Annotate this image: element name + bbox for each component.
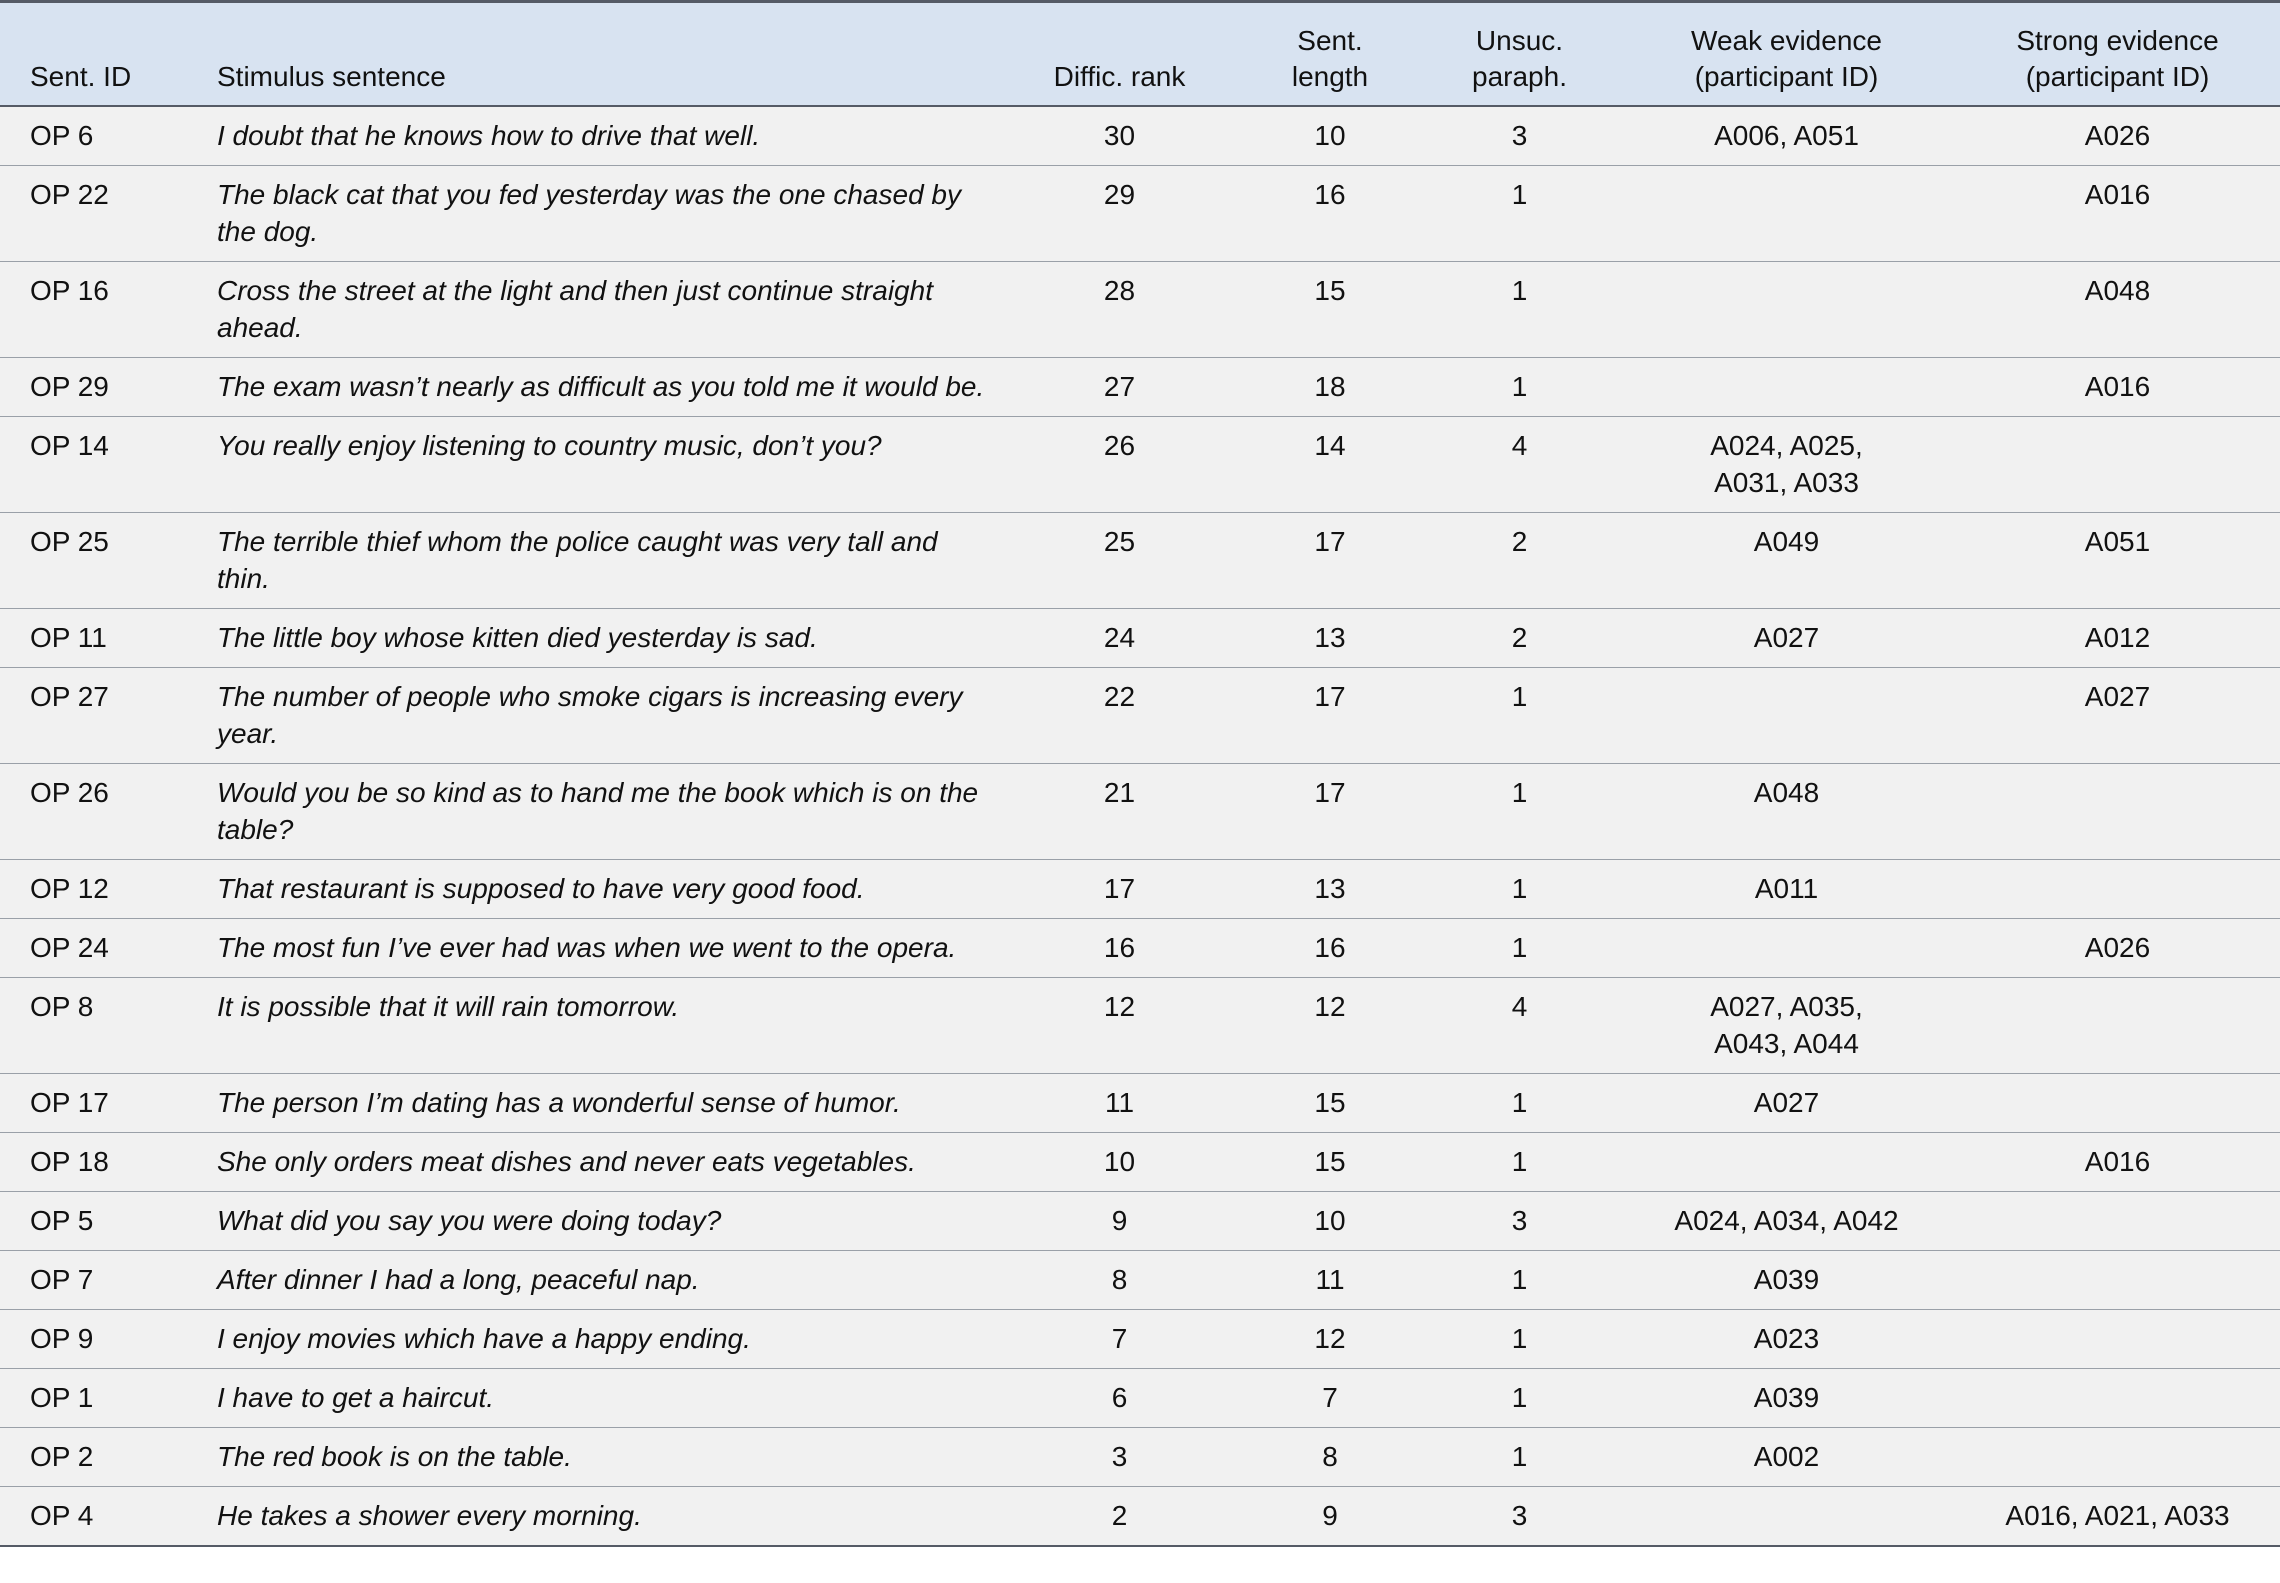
table-row [0, 417, 2280, 513]
cell-sent-id: OP 12 [0, 860, 193, 919]
table-row [0, 166, 2280, 262]
table-row [0, 262, 2280, 358]
cell-sentence-length: 7 [1239, 1369, 1421, 1428]
cell-stimulus-sentence: You really enjoy listening to country music, don’t you? [193, 417, 1000, 513]
strong-evidence-line: A026 [2084, 120, 2151, 151]
cell-difficulty-rank: 25 [1000, 513, 1239, 609]
cell-difficulty-rank: 10 [1000, 1133, 1239, 1192]
cell-difficulty-rank: 29 [1000, 166, 1239, 262]
cell-strong-evidence [1955, 106, 2280, 166]
cell-weak-evidence [1618, 1428, 1955, 1487]
cell-weak-evidence [1618, 513, 1955, 609]
cell-sent-id: OP 6 [0, 106, 193, 166]
table-row [0, 668, 2280, 764]
cell-sent-id: OP 5 [0, 1192, 193, 1251]
cell-difficulty-rank: 21 [1000, 764, 1239, 860]
cell-sentence-length: 13 [1239, 860, 1421, 919]
table-body [0, 106, 2280, 1546]
cell-sentence-length: 16 [1239, 166, 1421, 262]
cell-unsuccessful-paraphrases: 1 [1421, 1310, 1618, 1369]
strong-evidence-line: A016 [2084, 1146, 2151, 1177]
cell-weak-evidence [1618, 1369, 1955, 1428]
strong-evidence-line: A016 [2084, 371, 2151, 402]
cell-sentence-length: 15 [1239, 1133, 1421, 1192]
header-difficulty [1000, 2, 1239, 107]
header-weak-line2: (participant ID) [1694, 61, 1879, 92]
cell-stimulus-sentence: He takes a shower every morning. [193, 1487, 1000, 1547]
cell-unsuccessful-paraphrases: 3 [1421, 106, 1618, 166]
cell-sentence-length: 11 [1239, 1251, 1421, 1310]
cell-difficulty-rank: 24 [1000, 609, 1239, 668]
cell-stimulus-sentence: I have to get a haircut. [193, 1369, 1000, 1428]
cell-strong-evidence [1955, 1074, 2280, 1133]
cell-difficulty-rank: 9 [1000, 1192, 1239, 1251]
cell-stimulus-sentence: The terrible thief whom the police caught was very tall and thin. [193, 513, 1000, 609]
cell-weak-evidence [1618, 1487, 1955, 1547]
strong-evidence-line: A051 [2084, 526, 2151, 557]
cell-sent-id: OP 29 [0, 358, 193, 417]
cell-weak-evidence [1618, 106, 1955, 166]
cell-sentence-length: 10 [1239, 1192, 1421, 1251]
cell-strong-evidence [1955, 919, 2280, 978]
cell-sentence-length: 16 [1239, 919, 1421, 978]
cell-sent-id: OP 7 [0, 1251, 193, 1310]
cell-unsuccessful-paraphrases: 1 [1421, 1133, 1618, 1192]
cell-sent-id: OP 25 [0, 513, 193, 609]
cell-sent-id: OP 4 [0, 1487, 193, 1547]
table-row [0, 860, 2280, 919]
cell-difficulty-rank: 17 [1000, 860, 1239, 919]
cell-sent-id: OP 16 [0, 262, 193, 358]
cell-sentence-length: 15 [1239, 262, 1421, 358]
weak-evidence-line: A006, A051 [1714, 120, 1859, 151]
cell-difficulty-rank: 16 [1000, 919, 1239, 978]
table-row [0, 106, 2280, 166]
cell-stimulus-sentence: Would you be so kind as to hand me the book which is on the table? [193, 764, 1000, 860]
cell-unsuccessful-paraphrases: 1 [1421, 166, 1618, 262]
table-row [0, 978, 2280, 1074]
strong-evidence-line: A012 [2084, 622, 2151, 653]
cell-sentence-length: 8 [1239, 1428, 1421, 1487]
cell-difficulty-rank: 28 [1000, 262, 1239, 358]
cell-sentence-length: 17 [1239, 764, 1421, 860]
cell-difficulty-rank: 3 [1000, 1428, 1239, 1487]
cell-sent-id: OP 8 [0, 978, 193, 1074]
cell-difficulty-rank: 2 [1000, 1487, 1239, 1547]
cell-sent-id: OP 2 [0, 1428, 193, 1487]
cell-weak-evidence [1618, 668, 1955, 764]
cell-sentence-length: 18 [1239, 358, 1421, 417]
header-sent-id [0, 2, 193, 107]
cell-unsuccessful-paraphrases: 2 [1421, 513, 1618, 609]
table-row [0, 1487, 2280, 1547]
cell-unsuccessful-paraphrases: 1 [1421, 1428, 1618, 1487]
cell-strong-evidence [1955, 764, 2280, 860]
cell-weak-evidence [1618, 860, 1955, 919]
table-header [0, 2, 2280, 107]
cell-stimulus-sentence: Cross the street at the light and then just continue straight ahead. [193, 262, 1000, 358]
cell-stimulus-sentence: What did you say you were doing today? [193, 1192, 1000, 1251]
header-strong-line2: (participant ID) [2025, 61, 2210, 92]
weak-evidence-line: A023 [1753, 1323, 1820, 1354]
cell-difficulty-rank: 8 [1000, 1251, 1239, 1310]
cell-strong-evidence [1955, 358, 2280, 417]
cell-stimulus-sentence: That restaurant is supposed to have very good food. [193, 860, 1000, 919]
cell-strong-evidence [1955, 609, 2280, 668]
cell-unsuccessful-paraphrases: 1 [1421, 358, 1618, 417]
table-row [0, 1310, 2280, 1369]
header-stimulus-label: Stimulus sentence [217, 61, 446, 92]
cell-strong-evidence [1955, 262, 2280, 358]
header-row [0, 2, 2280, 107]
weak-evidence-line: A002 [1753, 1441, 1820, 1472]
cell-stimulus-sentence: I doubt that he knows how to drive that well. [193, 106, 1000, 166]
table-row [0, 1428, 2280, 1487]
cell-stimulus-sentence: The black cat that you fed yesterday was the one chased by the dog. [193, 166, 1000, 262]
cell-sent-id: OP 17 [0, 1074, 193, 1133]
table-row [0, 358, 2280, 417]
cell-weak-evidence [1618, 1251, 1955, 1310]
weak-evidence-line: A043, A044 [1714, 1028, 1859, 1059]
cell-strong-evidence [1955, 1369, 2280, 1428]
cell-sentence-length: 13 [1239, 609, 1421, 668]
cell-strong-evidence [1955, 978, 2280, 1074]
weak-evidence-line: A027, A035, [1710, 991, 1863, 1022]
cell-difficulty-rank: 7 [1000, 1310, 1239, 1369]
cell-difficulty-rank: 26 [1000, 417, 1239, 513]
cell-difficulty-rank: 22 [1000, 668, 1239, 764]
header-length-line2: length [1291, 61, 1369, 92]
cell-unsuccessful-paraphrases: 1 [1421, 1074, 1618, 1133]
cell-weak-evidence [1618, 609, 1955, 668]
table-row [0, 1074, 2280, 1133]
table-row [0, 1133, 2280, 1192]
weak-evidence-line: A049 [1753, 526, 1820, 557]
cell-strong-evidence [1955, 1251, 2280, 1310]
strong-evidence-line: A016, A021, A033 [2005, 1500, 2230, 1531]
strong-evidence-line: A048 [2084, 275, 2151, 306]
header-sent-id-label: Sent. ID [30, 61, 132, 92]
cell-sentence-length: 17 [1239, 513, 1421, 609]
cell-weak-evidence [1618, 358, 1955, 417]
strong-evidence-line: A016 [2084, 179, 2151, 210]
cell-sent-id: OP 22 [0, 166, 193, 262]
weak-evidence-line: A027 [1753, 622, 1820, 653]
weak-evidence-line: A039 [1753, 1382, 1820, 1413]
cell-stimulus-sentence: It is possible that it will rain tomorrow. [193, 978, 1000, 1074]
cell-stimulus-sentence: The person I’m dating has a wonderful sense of humor. [193, 1074, 1000, 1133]
cell-unsuccessful-paraphrases: 4 [1421, 978, 1618, 1074]
weak-evidence-line: A039 [1753, 1264, 1820, 1295]
cell-difficulty-rank: 27 [1000, 358, 1239, 417]
cell-stimulus-sentence: She only orders meat dishes and never eats vegetables. [193, 1133, 1000, 1192]
cell-stimulus-sentence: The red book is on the table. [193, 1428, 1000, 1487]
cell-unsuccessful-paraphrases: 2 [1421, 609, 1618, 668]
table-row [0, 764, 2280, 860]
cell-strong-evidence [1955, 1192, 2280, 1251]
cell-weak-evidence [1618, 166, 1955, 262]
cell-weak-evidence [1618, 1133, 1955, 1192]
cell-unsuccessful-paraphrases: 1 [1421, 1369, 1618, 1428]
strong-evidence-line: A027 [2084, 681, 2151, 712]
cell-sent-id: OP 14 [0, 417, 193, 513]
cell-weak-evidence [1618, 764, 1955, 860]
cell-unsuccessful-paraphrases: 1 [1421, 262, 1618, 358]
header-stimulus [193, 2, 1000, 107]
cell-sent-id: OP 27 [0, 668, 193, 764]
cell-sent-id: OP 11 [0, 609, 193, 668]
header-unsuc-line2: paraph. [1472, 61, 1567, 92]
cell-unsuccessful-paraphrases: 1 [1421, 764, 1618, 860]
cell-unsuccessful-paraphrases: 4 [1421, 417, 1618, 513]
cell-stimulus-sentence: I enjoy movies which have a happy ending. [193, 1310, 1000, 1369]
cell-unsuccessful-paraphrases: 1 [1421, 1251, 1618, 1310]
cell-stimulus-sentence: The little boy whose kitten died yesterday is sad. [193, 609, 1000, 668]
header-length [1239, 2, 1421, 107]
cell-strong-evidence [1955, 668, 2280, 764]
weak-evidence-line: A027 [1753, 1087, 1820, 1118]
cell-difficulty-rank: 6 [1000, 1369, 1239, 1428]
header-strong-line1: Strong evidence [2016, 25, 2219, 56]
header-unsuc-line1: Unsuc. [1475, 25, 1564, 56]
cell-unsuccessful-paraphrases: 1 [1421, 668, 1618, 764]
table-row [0, 1251, 2280, 1310]
cell-weak-evidence [1618, 1074, 1955, 1133]
cell-stimulus-sentence: The number of people who smoke cigars is increasing every year. [193, 668, 1000, 764]
cell-sent-id: OP 9 [0, 1310, 193, 1369]
cell-weak-evidence [1618, 417, 1955, 513]
cell-sentence-length: 9 [1239, 1487, 1421, 1547]
cell-stimulus-sentence: After dinner I had a long, peaceful nap. [193, 1251, 1000, 1310]
cell-strong-evidence [1955, 1310, 2280, 1369]
cell-strong-evidence [1955, 1487, 2280, 1547]
header-weak-line1: Weak evidence [1691, 25, 1882, 56]
weak-evidence-line: A024, A034, A042 [1674, 1205, 1899, 1236]
weak-evidence-line: A031, A033 [1714, 467, 1859, 498]
cell-sentence-length: 14 [1239, 417, 1421, 513]
cell-unsuccessful-paraphrases: 1 [1421, 919, 1618, 978]
cell-difficulty-rank: 12 [1000, 978, 1239, 1074]
cell-sentence-length: 12 [1239, 978, 1421, 1074]
table-row [0, 1369, 2280, 1428]
cell-sent-id: OP 1 [0, 1369, 193, 1428]
cell-sentence-length: 10 [1239, 106, 1421, 166]
cell-stimulus-sentence: The most fun I’ve ever had was when we went to the opera. [193, 919, 1000, 978]
cell-weak-evidence [1618, 262, 1955, 358]
cell-sentence-length: 15 [1239, 1074, 1421, 1133]
cell-strong-evidence [1955, 166, 2280, 262]
weak-evidence-line: A048 [1753, 777, 1820, 808]
cell-unsuccessful-paraphrases: 3 [1421, 1192, 1618, 1251]
cell-unsuccessful-paraphrases: 3 [1421, 1487, 1618, 1547]
cell-stimulus-sentence: The exam wasn’t nearly as difficult as you told me it would be. [193, 358, 1000, 417]
cell-strong-evidence [1955, 1133, 2280, 1192]
cell-strong-evidence [1955, 417, 2280, 513]
cell-difficulty-rank: 11 [1000, 1074, 1239, 1133]
cell-weak-evidence [1618, 1192, 1955, 1251]
cell-strong-evidence [1955, 860, 2280, 919]
cell-strong-evidence [1955, 513, 2280, 609]
header-difficulty-label: Diffic. rank [1053, 61, 1186, 92]
table-row [0, 609, 2280, 668]
header-weak [1618, 2, 1955, 107]
cell-unsuccessful-paraphrases: 1 [1421, 860, 1618, 919]
cell-difficulty-rank: 30 [1000, 106, 1239, 166]
cell-strong-evidence [1955, 1428, 2280, 1487]
header-length-line1: Sent. [1297, 25, 1363, 56]
cell-weak-evidence [1618, 1310, 1955, 1369]
cell-sentence-length: 17 [1239, 668, 1421, 764]
table-row [0, 919, 2280, 978]
weak-evidence-line: A024, A025, [1710, 430, 1863, 461]
table-row [0, 513, 2280, 609]
cell-sent-id: OP 24 [0, 919, 193, 978]
cell-sent-id: OP 26 [0, 764, 193, 860]
weak-evidence-line: A011 [1754, 873, 1819, 904]
header-strong [1955, 2, 2280, 107]
cell-weak-evidence [1618, 919, 1955, 978]
header-unsuc [1421, 2, 1618, 107]
cell-sentence-length: 12 [1239, 1310, 1421, 1369]
table-row [0, 1192, 2280, 1251]
strong-evidence-line: A026 [2084, 932, 2151, 963]
cell-sent-id: OP 18 [0, 1133, 193, 1192]
cell-weak-evidence [1618, 978, 1955, 1074]
